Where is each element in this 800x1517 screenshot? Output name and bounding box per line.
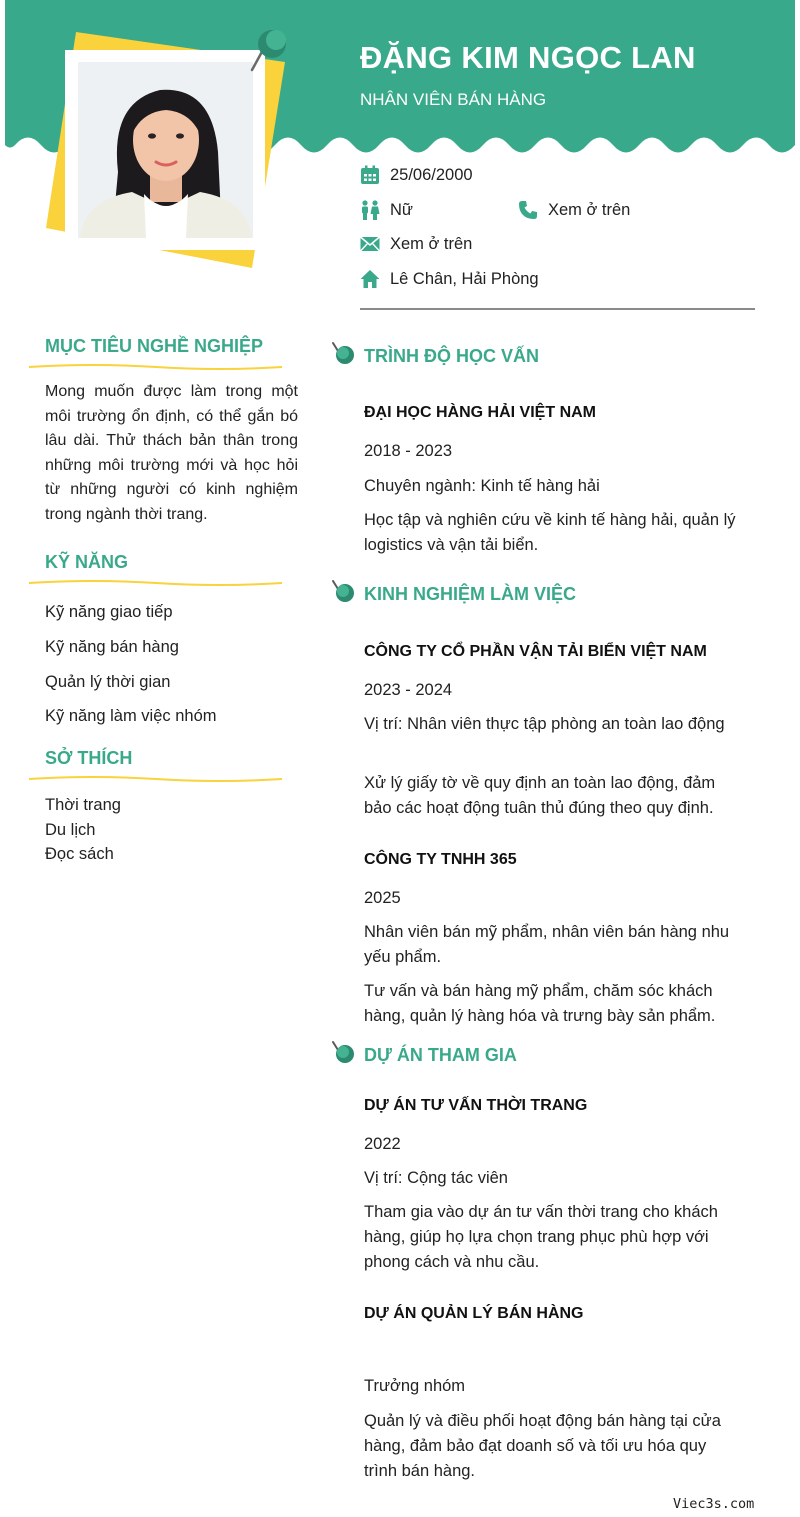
phone-row: [518, 200, 630, 220]
job-description: Tư vấn và bán hàng mỹ phẩm, chăm sóc khách hàng, quản lý hàng hóa và trưng bày sản phẩm.: [364, 982, 716, 1025]
experience-heading: [330, 584, 576, 605]
skill-item: Quản lý thời gian: [45, 673, 171, 691]
birthday-value: 25/06/2000: [390, 165, 473, 184]
objective-title: MỤC TIÊU NGHỀ NGHIỆP: [45, 336, 264, 356]
education-description: Học tập và nghiên cứu về kinh tế hàng hải, quản lý logistics và vận tải biển.: [364, 511, 736, 554]
email-value: Xem ở trên: [390, 234, 473, 253]
job-period: 2023 - 2024: [364, 681, 453, 699]
job-position: Vị trí: Nhân viên thực tập phòng an toàn lao động: [364, 715, 725, 733]
phone-icon: [518, 200, 538, 220]
job-position: Nhân viên bán mỹ phẩm, nhân viên bán hàng nhu yếu phẩm.: [364, 923, 730, 966]
hobbies-underline: [28, 774, 283, 784]
hobby-item: Du lịch: [45, 820, 96, 839]
education-title: TRÌNH ĐỘ HỌC VẤN: [364, 346, 539, 366]
gender-icon: [360, 200, 380, 220]
skills-underline: [28, 578, 283, 588]
header-divider: [360, 308, 755, 310]
projects-title: DỰ ÁN THAM GIA: [364, 1045, 517, 1065]
address-row: [360, 269, 539, 289]
project-name: DỰ ÁN TƯ VẤN THỜI TRANG: [364, 1097, 588, 1114]
education-major: Chuyên ngành: Kinh tế hàng hải: [364, 477, 600, 495]
candidate-job-title: NHÂN VIÊN BÁN HÀNG: [360, 90, 547, 109]
skill-item: Kỹ năng bán hàng: [45, 638, 179, 656]
experience-title: KINH NGHIỆM LÀM VIỆC: [364, 584, 577, 604]
envelope-icon: [360, 234, 380, 254]
objective-underline: [28, 362, 283, 372]
project-description: Quản lý và điều phối hoạt động bán hàng tại cửa hàng, đảm bảo đạt doanh số và tối ưu hóa quy trình bán hàng.: [364, 1412, 721, 1480]
hobbies-title: SỞ THÍCH: [45, 748, 133, 768]
hobby-item: Đọc sách: [45, 845, 114, 863]
skill-item: Kỹ năng giao tiếp: [45, 603, 173, 621]
phone-value: Xem ở trên: [548, 200, 631, 219]
education-period: 2018 - 2023: [364, 442, 453, 460]
candidate-name: ĐẶNG KIM NGỌC LAN: [360, 40, 696, 75]
pushpin-icon: [330, 1038, 356, 1066]
skill-item: Kỹ năng làm việc nhóm: [45, 707, 217, 725]
pushpin-icon: [330, 577, 356, 605]
profile-photo: [40, 22, 300, 282]
education-heading: [330, 346, 539, 367]
pushpin-icon: [330, 339, 356, 367]
project-description: Tham gia vào dự án tư vấn thời trang cho khách hàng, giúp họ lựa chọn trang phục phù hợp với phong cách và nhu cầu.: [364, 1203, 718, 1271]
job-company: CÔNG TY CỔ PHẦN VẬN TẢI BIỂN VIỆT NAM: [364, 643, 707, 660]
birthday-row: [360, 165, 473, 185]
job-company: CÔNG TY TNHH 365: [364, 851, 517, 868]
school-name: ĐẠI HỌC HÀNG HẢI VIỆT NAM: [364, 404, 596, 421]
job-description: Xử lý giấy tờ về quy định an toàn lao động, đảm bảo các hoạt động tuân thủ đúng theo quy định.: [364, 774, 716, 817]
objective-text: Mong muốn được làm trong một môi trường ổn định, có thể gắn bó lâu dài. Thử thách bản thân trong những môi trường mới và học hỏi từ những người có kinh nghiệm trong ngành thời trang.: [45, 383, 298, 523]
email-row: [360, 234, 472, 254]
project-name: DỰ ÁN QUẢN LÝ BÁN HÀNG: [364, 1305, 584, 1322]
job-period: 2025: [364, 889, 401, 907]
footer-brand: Viec3s.com: [673, 1496, 755, 1512]
address-value: Lê Chân, Hải Phòng: [390, 269, 539, 288]
project-role: Trưởng nhóm: [364, 1377, 466, 1395]
calendar-icon: [360, 165, 380, 185]
hobbies-list: [45, 793, 121, 867]
projects-heading: [330, 1045, 517, 1066]
project-period: 2022: [364, 1135, 401, 1153]
project-role: Vị trí: Cộng tác viên: [364, 1169, 508, 1187]
gender-value: Nữ: [390, 200, 413, 219]
hobby-item: Thời trang: [45, 796, 121, 814]
gender-row: [360, 200, 413, 220]
home-icon: [360, 269, 380, 289]
skills-title: KỸ NĂNG: [45, 552, 129, 572]
